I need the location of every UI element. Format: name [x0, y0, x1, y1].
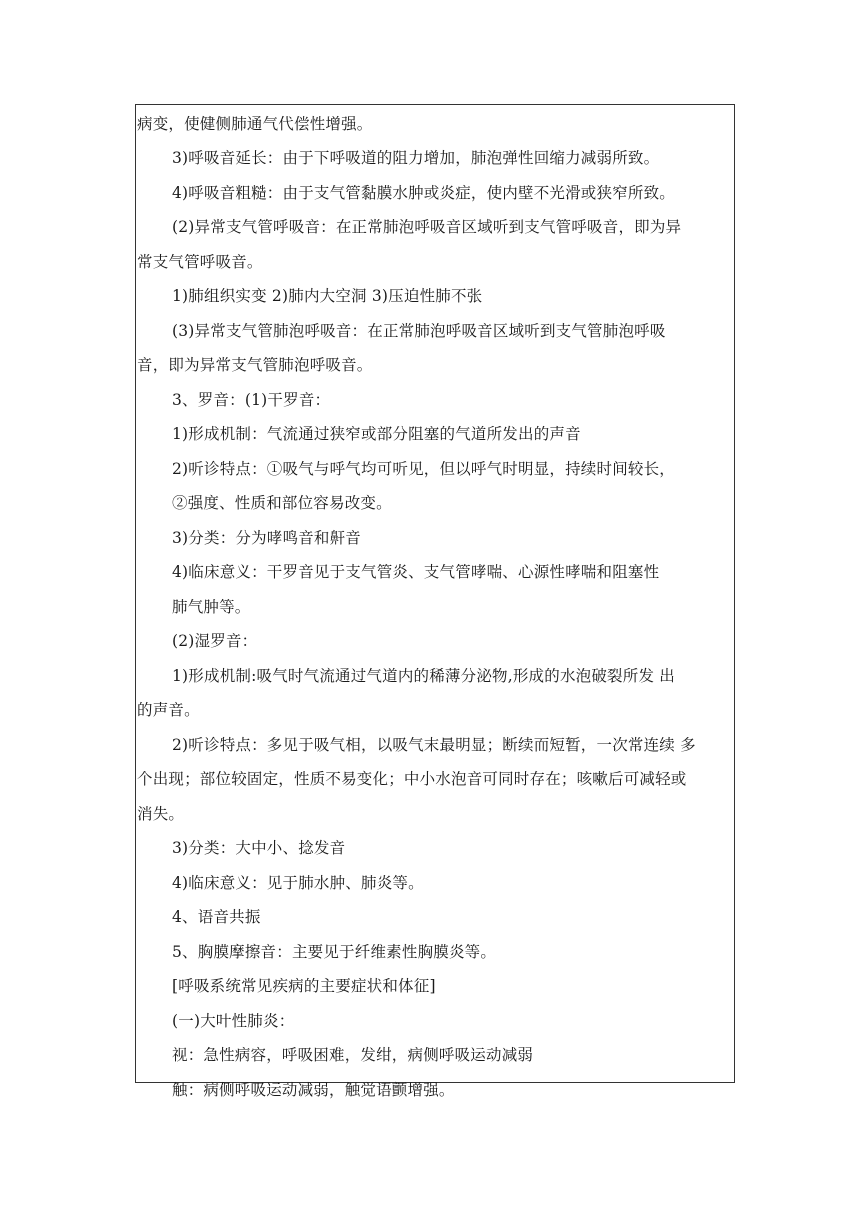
text-line-18: 的声音。 — [137, 701, 200, 719]
text-line-21: 消失。 — [137, 805, 185, 823]
text-line-1: 病变，使健侧肺通气代偿性增强。 — [137, 115, 373, 133]
text-line-10: 1)形成机制：气流通过狭窄或部分阻塞的气道所发出的声音 — [172, 425, 581, 443]
text-line-17: 1)形成机制:吸气时气流通过气道内的稀薄分泌物,形成的水泡破裂所发 出 — [172, 667, 675, 685]
text-line-15: 肺气肿等。 — [172, 598, 251, 616]
text-line-4: (2)异常支气管呼吸音：在正常肺泡呼吸音区域听到支气管呼吸音，即为异 — [172, 218, 682, 236]
text-line-7: (3)异常支气管肺泡呼吸音：在正常肺泡呼吸音区域听到支气管肺泡呼吸 — [172, 322, 666, 340]
text-line-3: 4)呼吸音粗糙：由于支气管黏膜水肿或炎症，使内壁不光滑或狭窄所致。 — [172, 184, 676, 202]
text-line-11: 2)听诊特点：①吸气与呼气均可听见，但以呼气时明显，持续时间较长， — [172, 460, 676, 478]
content-table-cell — [135, 104, 735, 1083]
text-line-26: [呼吸系统常见疾病的主要症状和体征] — [172, 977, 436, 995]
text-line-23: 4)临床意义：见于肺水肿、肺炎等。 — [172, 874, 424, 892]
text-line-6: 1)肺组织实变 2)肺内大空洞 3)压迫性肺不张 — [172, 287, 483, 305]
text-line-27: (一)大叶性肺炎： — [172, 1012, 295, 1030]
text-line-14: 4)临床意义：干罗音见于支气管炎、支气管哮喘、心源性哮喘和阻塞性 — [172, 563, 660, 581]
text-line-24: 4、语音共振 — [172, 908, 261, 926]
text-line-29: 触：病侧呼吸运动减弱，触觉语颤增强。 — [172, 1081, 455, 1099]
text-line-19: 2)听诊特点：多见于吸气相，以吸气末最明显；断续而短暂，一次常连续 多 — [172, 736, 696, 754]
text-line-13: 3)分类：分为哮鸣音和鼾音 — [172, 529, 362, 547]
text-line-22: 3)分类：大中小、捻发音 — [172, 839, 346, 857]
text-line-2: 3)呼吸音延长：由于下呼吸道的阻力增加，肺泡弹性回缩力减弱所致。 — [172, 149, 660, 167]
text-line-25: 5、胸膜摩擦音：主要见于纤维素性胸膜炎等。 — [172, 943, 497, 961]
text-line-9: 3、罗音：(1)干罗音： — [172, 391, 331, 409]
text-line-28: 视：急性病容，呼吸困难，发绀，病侧呼吸运动减弱 — [172, 1046, 534, 1064]
text-line-20: 个出现；部位较固定，性质不易变化；中小水泡音可同时存在；咳嗽后可减轻或 — [137, 770, 687, 788]
text-line-12: ②强度、性质和部位容易改变。 — [172, 494, 392, 512]
text-line-5: 常支气管呼吸音。 — [137, 253, 263, 271]
text-line-16: (2)湿罗音： — [172, 632, 258, 650]
text-line-8: 音，即为异常支气管肺泡呼吸音。 — [137, 356, 373, 374]
